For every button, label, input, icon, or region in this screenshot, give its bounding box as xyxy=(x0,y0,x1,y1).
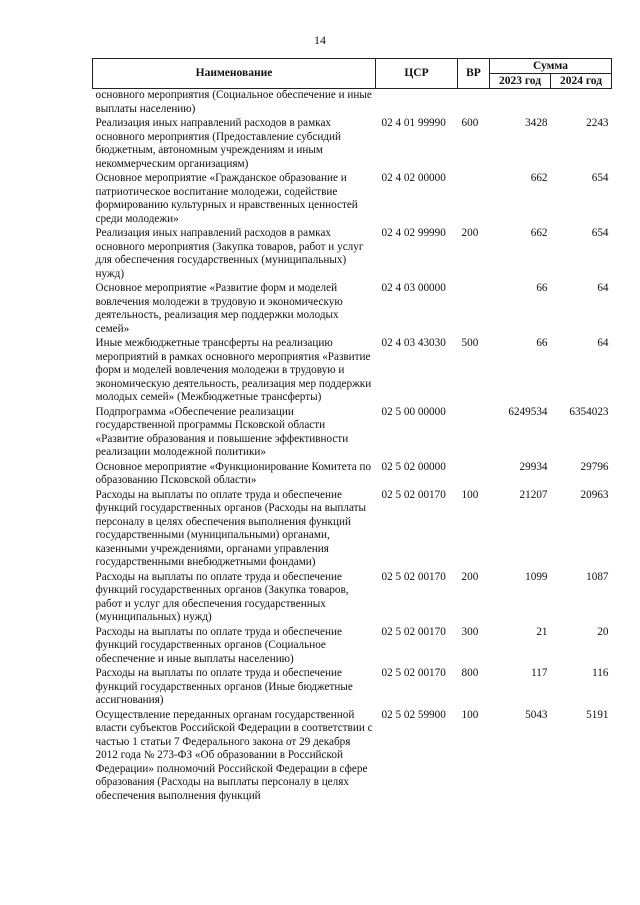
table-body xyxy=(93,89,612,805)
table-header xyxy=(93,59,612,89)
row-sum-2024-cell xyxy=(551,89,612,118)
row-vr-cell: 200 xyxy=(461,570,479,583)
row-sum-2024-cell: 29796 xyxy=(580,460,609,473)
row-csr-cell: 02 4 01 99990 xyxy=(381,117,446,129)
row-sum-2023-cell: 21207 xyxy=(519,488,548,501)
table-row xyxy=(93,227,612,282)
row-vr-cell: 500 xyxy=(461,337,479,349)
row-sum-2024-cell: 20963 xyxy=(580,488,609,501)
header-year-2023: 2023 год xyxy=(490,74,551,89)
row-csr-cell: 02 4 03 00000 xyxy=(381,282,446,294)
row-csr-cell: 02 5 02 00170 xyxy=(381,488,446,501)
row-csr-cell: 02 5 02 00170 xyxy=(381,667,446,679)
table-row xyxy=(93,626,612,668)
table-row xyxy=(93,667,612,709)
row-name-cell: Основное мероприятие «Развитие форм и моделей вовлечения молодежи в трудовую и экономическую деятельность, реализация мер поддержки молодых семей» xyxy=(95,282,343,335)
row-name-cell: Расходы на выплаты по оплате труда и обеспечение функций государственных органов (Иные бюджетные ассигнования) xyxy=(95,667,353,706)
table-row xyxy=(93,89,612,118)
row-name-cell: Реализация иных направлений расходов в рамках основного мероприятия (Закупка товаров, работ и услуг для обеспечения государственных (муниципальных) нужд) xyxy=(95,227,364,280)
header-vr: ВР xyxy=(458,59,490,89)
row-name-cell: Расходы на выплаты по оплате труда и обеспечение функций государственных органов (Закупка товаров, работ и услуг для обеспечения государственных (муниципальных) нужд) xyxy=(95,570,349,623)
row-sum-2023-cell: 5043 xyxy=(525,708,548,721)
header-year-2024: 2024 год xyxy=(551,74,612,89)
row-vr-cell: 100 xyxy=(461,488,479,501)
table-row xyxy=(93,709,612,805)
row-csr-cell: 02 4 02 99990 xyxy=(381,227,446,239)
row-sum-2024-cell: 654 xyxy=(591,227,609,239)
row-vr-cell xyxy=(458,89,490,118)
table-row xyxy=(93,489,612,571)
row-sum-2023-cell: 29934 xyxy=(519,460,548,473)
row-sum-2023-cell: 117 xyxy=(531,667,548,679)
row-sum-2023-cell: 21 xyxy=(536,625,548,638)
row-name-cell: Подпрограмма «Обеспечение реализации государственной программы Псковской области «Развитие образования и повышение эффективности реализации молодежной политики» xyxy=(95,405,349,458)
row-sum-2024-cell: 2243 xyxy=(586,117,609,129)
row-vr-cell xyxy=(458,461,490,489)
page-number: 14 xyxy=(314,33,326,47)
row-sum-2024-cell: 5191 xyxy=(586,708,609,721)
row-sum-2024-cell: 20 xyxy=(597,625,609,638)
row-sum-2024-cell: 64 xyxy=(597,282,609,294)
row-vr-cell xyxy=(458,172,490,227)
row-csr-cell: 02 4 02 00000 xyxy=(381,172,446,184)
row-csr-cell: 02 4 03 43030 xyxy=(381,337,446,349)
table-row xyxy=(93,117,612,172)
row-csr-cell: 02 5 00 00000 xyxy=(381,405,446,418)
table-row xyxy=(93,172,612,227)
table-row xyxy=(93,571,612,626)
row-vr-cell xyxy=(458,406,490,461)
row-csr-cell: 02 5 02 00170 xyxy=(381,570,446,583)
row-name-cell: Осуществление переданных органам государственной власти субъектов Российской Федерации в соответствии с частью 1 статьи 7 Федерального закона от 29 декабря 2012 года № 273-ФЗ «Об образовании в Российской Федерации» полномочий Российской Федерации в сфере образования (Расходы на выплаты персоналу в целях обеспечения выполнения функций xyxy=(95,708,373,802)
row-sum-2023-cell xyxy=(490,89,551,118)
row-csr-cell: 02 5 02 59900 xyxy=(381,708,446,721)
row-vr-cell: 300 xyxy=(461,625,479,638)
row-name-cell: Основное мероприятие «Функционирование Комитета по образованию Псковской области» xyxy=(95,460,372,486)
row-sum-2024-cell: 654 xyxy=(591,172,609,184)
row-sum-2024-cell: 64 xyxy=(597,337,609,349)
row-sum-2023-cell: 66 xyxy=(536,337,548,349)
row-sum-2023-cell: 1099 xyxy=(525,570,548,583)
row-vr-cell: 200 xyxy=(461,227,479,239)
row-name-cell: Расходы на выплаты по оплате труда и обеспечение функций государственных органов (Расходы на выплаты персоналу в целях обеспечения выполнения функций государственными (муниципальными) органами, казенными учреждениями, органами управления государственными внебюджетными фондами) xyxy=(95,488,367,568)
row-name-cell: основного мероприятия (Социальное обеспечение и иные выплаты населению) xyxy=(95,89,372,115)
row-csr-cell xyxy=(376,89,458,118)
header-csr: ЦСР xyxy=(376,59,458,89)
row-vr-cell xyxy=(458,282,490,337)
row-vr-cell: 100 xyxy=(461,708,479,721)
row-sum-2023-cell: 662 xyxy=(530,227,548,239)
table-row xyxy=(93,337,612,406)
table-row xyxy=(93,406,612,461)
row-csr-cell: 02 5 02 00000 xyxy=(381,460,446,473)
row-sum-2023-cell: 66 xyxy=(536,282,548,294)
row-name-cell: Основное мероприятие «Гражданское образование и патриотическое воспитание молодежи, содействие формированию культурных и нравственных ценностей среди молодежи» xyxy=(95,172,358,225)
row-csr-cell: 02 5 02 00170 xyxy=(381,625,446,638)
budget-table xyxy=(92,58,612,804)
row-name-cell: Реализация иных направлений расходов в рамках основного мероприятия (Предоставление субсидий бюджетным, автономным учреждениям и иным некоммерческим организациям) xyxy=(95,117,341,170)
row-sum-2024-cell: 6354023 xyxy=(569,405,609,418)
row-sum-2023-cell: 6249534 xyxy=(508,405,548,418)
table-row xyxy=(93,282,612,337)
row-name-cell: Иные межбюджетные трансферты на реализацию мероприятий в рамках основного мероприятия «Развитие форм и моделей вовлечения молодежи в трудовую и экономическую деятельность, реализация мер поддержки молодых семей» (Межбюджетные трансферты) xyxy=(95,337,372,403)
row-vr-cell: 800 xyxy=(461,667,479,679)
row-sum-2024-cell: 1087 xyxy=(586,570,609,583)
row-sum-2023-cell: 662 xyxy=(530,172,548,184)
row-name-cell: Расходы на выплаты по оплате труда и обеспечение функций государственных органов (Социальное обеспечение и иные выплаты населению) xyxy=(95,625,342,665)
row-sum-2023-cell: 3428 xyxy=(525,117,548,129)
header-name: Наименование xyxy=(93,59,376,89)
table-row xyxy=(93,461,612,489)
header-sum: Сумма xyxy=(490,59,612,74)
row-vr-cell: 600 xyxy=(461,117,479,129)
row-sum-2024-cell: 116 xyxy=(592,667,609,679)
